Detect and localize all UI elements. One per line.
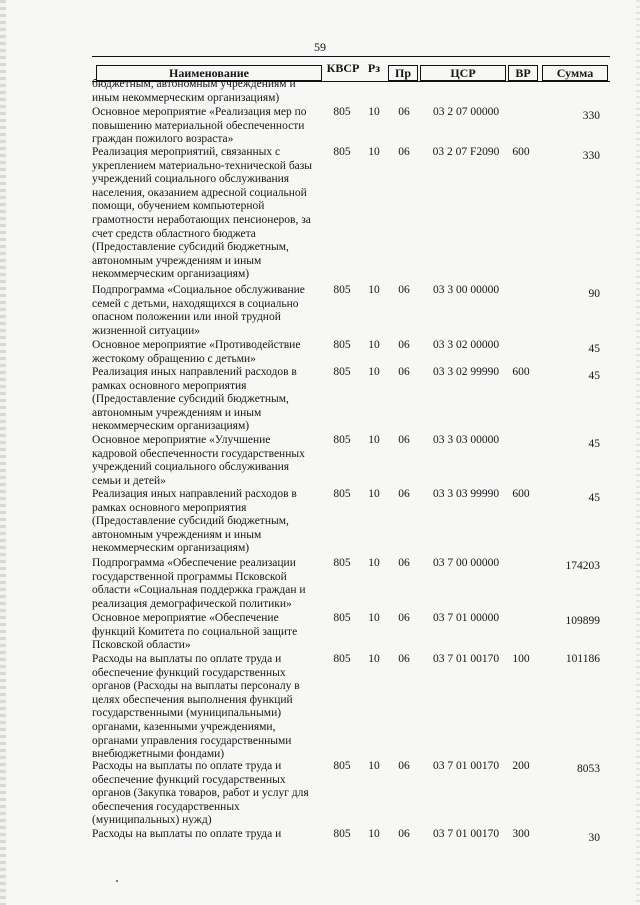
row-csr: 03 7 01 00170 (432, 653, 500, 665)
row-vr: 600 (512, 366, 530, 378)
row-kvsr: 805 (333, 828, 351, 840)
row-pr: 06 (398, 434, 410, 446)
row-name: Подпрограмма «Обеспечение реализации государственной программы Псковской области «Социальная поддержка граждан и реализация демографической политики» (92, 557, 306, 610)
header-sum: Сумма (542, 65, 608, 81)
scan-speck (116, 880, 118, 882)
row-kvsr: 805 (333, 653, 351, 665)
row-sum: 8053 (577, 763, 600, 775)
row-rz: 10 (368, 653, 380, 665)
row-kvsr: 805 (333, 760, 351, 772)
row-csr: 03 7 00 00000 (432, 557, 500, 569)
row-vr: 100 (512, 653, 530, 665)
row-sum: 330 (582, 110, 600, 122)
row-pr: 06 (398, 488, 410, 500)
row-rz: 10 (368, 488, 380, 500)
row-rz: 10 (368, 434, 380, 446)
row-pr: 06 (398, 653, 410, 665)
row-name: Основное мероприятие «Противодействие жестокому обращению с детьми» (92, 339, 301, 365)
row-pr: 06 (398, 366, 410, 378)
row-kvsr: 805 (333, 366, 351, 378)
row-sum: 101186 (565, 653, 600, 665)
page-number: 59 (314, 40, 326, 54)
row-kvsr: 805 (333, 146, 351, 158)
row-rz: 10 (368, 284, 380, 296)
row-sum: 45 (588, 343, 600, 355)
header-rz: Рз (367, 61, 381, 75)
row-kvsr: 805 (333, 284, 351, 296)
row-name: Реализация иных направлений расходов в рамках основного мероприятия (Предоставление субсидий бюджетным, автономным учреждениям и иным некоммерческим организациям) (92, 366, 297, 433)
row-sum: 174203 (565, 560, 600, 572)
row-csr: 03 7 01 00170 (432, 760, 500, 772)
row-sum: 30 (588, 832, 600, 844)
row-kvsr: 805 (333, 106, 351, 118)
row-name: Расходы на выплаты по оплате труда и обеспечение функций государственных органов (Расходы на выплаты персоналу в целях обеспечения выполнения функций государственными (муниципальными) органами, казенными учреждениями, органами управления государственными внебюджетными фондами) (92, 653, 300, 761)
row-rz: 10 (368, 612, 380, 624)
header-vr: ВР (508, 65, 538, 81)
row-csr: 03 3 02 00000 (432, 339, 500, 351)
row-name: бюджетным, автономным учреждениям и иным некоммерческим организациям) (92, 78, 296, 104)
row-name: Основное мероприятие «Улучшение кадровой обеспеченности государственных учреждений социального обслуживания семьи и детей» (92, 434, 305, 487)
row-csr: 03 7 01 00170 (432, 828, 500, 840)
row-pr: 06 (398, 612, 410, 624)
row-name: Расходы на выплаты по оплате труда и обеспечение функций государственных органов (Закупка товаров, работ и услуг для обеспечения государственных (муниципальных) нужд) (92, 760, 309, 827)
row-pr: 06 (398, 106, 410, 118)
header-csr: ЦСР (420, 65, 506, 81)
row-csr: 03 7 01 00000 (432, 612, 500, 624)
row-sum: 109899 (565, 615, 600, 627)
row-csr: 03 3 02 99990 (432, 366, 500, 378)
row-vr: 200 (512, 760, 530, 772)
header-kvsr: КВСР (326, 61, 360, 75)
row-name: Расходы на выплаты по оплате труда и (92, 828, 282, 840)
row-csr: 03 2 07 00000 (432, 106, 500, 118)
row-name: Реализация мероприятий, связанных с укреплением материально-технической базы учреждений социального обслуживания населения, оказанием адресной социальной помощи, обучением компьютерной грамотности неработающих пенсионеров, за счет средств областного бюджета (Предоставление субсидий бюджетным, автономным учреждениям и иным некоммерческим организациям) (92, 146, 313, 281)
row-kvsr: 805 (333, 434, 351, 446)
row-rz: 10 (368, 339, 380, 351)
row-sum: 90 (588, 288, 600, 300)
row-kvsr: 805 (333, 488, 351, 500)
row-rz: 10 (368, 760, 380, 772)
row-rz: 10 (368, 828, 380, 840)
header-name: Наименование (96, 65, 322, 81)
row-pr: 06 (398, 557, 410, 569)
row-kvsr: 805 (333, 612, 351, 624)
row-name: Реализация иных направлений расходов в рамках основного мероприятия (Предоставление субсидий бюджетным, автономным учреждениям и иным некоммерческим организациям) (92, 488, 297, 555)
header-pr: Пр (388, 65, 418, 81)
scan-edge-right (636, 0, 640, 905)
row-csr: 03 3 03 00000 (432, 434, 500, 446)
row-kvsr: 805 (333, 339, 351, 351)
row-pr: 06 (398, 760, 410, 772)
row-vr: 600 (512, 146, 530, 158)
row-sum: 45 (588, 492, 600, 504)
row-vr: 600 (512, 488, 530, 500)
row-rz: 10 (368, 557, 380, 569)
row-kvsr: 805 (333, 557, 351, 569)
row-csr: 03 2 07 F2090 (432, 146, 500, 158)
row-vr: 300 (512, 828, 530, 840)
row-rz: 10 (368, 146, 380, 158)
row-sum: 45 (588, 438, 600, 450)
scan-edge-left (0, 0, 6, 905)
row-sum: 45 (588, 370, 600, 382)
row-rz: 10 (368, 366, 380, 378)
row-sum: 330 (582, 150, 600, 162)
row-csr: 03 3 00 00000 (432, 284, 500, 296)
row-csr: 03 3 03 99990 (432, 488, 500, 500)
row-pr: 06 (398, 284, 410, 296)
row-pr: 06 (398, 146, 410, 158)
row-rz: 10 (368, 106, 380, 118)
row-pr: 06 (398, 339, 410, 351)
row-name: Основное мероприятие «Обеспечение функций Комитета по социальной защите Псковской области» (92, 612, 298, 652)
row-name: Подпрограмма «Социальное обслуживание семей с детьми, находящихся в социально опасном положении или иной трудной жизненной ситуации» (92, 284, 305, 337)
row-name: Основное мероприятие «Реализация мер по повышению материальной обеспеченности граждан пожилого возраста» (92, 106, 307, 146)
row-pr: 06 (398, 828, 410, 840)
